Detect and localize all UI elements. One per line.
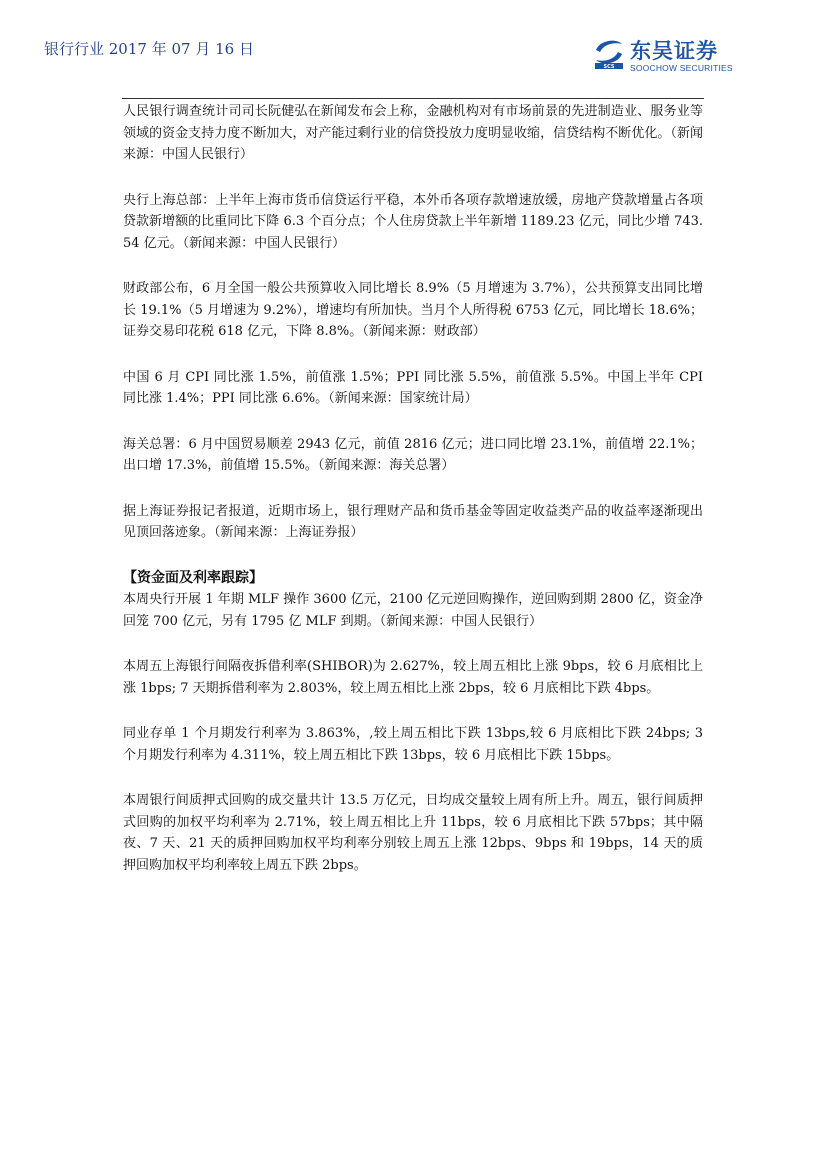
header-divider <box>122 98 704 99</box>
brand-name-cn: 东吴证券 <box>630 39 718 63</box>
report-body <box>123 101 703 900</box>
brand-name-en: SOOCHOW SECURITIES <box>630 63 733 73</box>
news-paragraph: 中国 6 月 CPI 同比涨 1.5%，前值涨 1.5%；PPI 同比涨 5.5%，前值涨 5.5%。中国上半年 CPI 同比涨 1.4%；PPI 同比涨 6.6%。（新闻来源：国家统计局） <box>123 369 703 406</box>
funding-paragraph: 本周央行开展 1 年期 MLF 操作 3600 亿元，2100 亿元逆回购操作，逆回购到期 2800 亿，资金净回笼 700 亿元，另有 1795 亿 MLF 到期。（新闻来源：中国人民银行） <box>123 592 703 629</box>
news-paragraph: 据上海证券报记者报道，近期市场上，银行理财产品和货币基金等固定收益类产品的收益率逐渐现出见顶回落迹象。（新闻来源：上海证券报） <box>123 503 703 540</box>
news-paragraph: 央行上海总部：上半年上海市货币信贷运行平稳，本外币各项存款增速放缓，房地产贷款增量占各项贷款新增额的比重同比下降 6.3 个百分点；个人住房贷款上半年新增 1189.23 亿元，同比少增 743.54 亿元。（新闻来源：中国人民银行） <box>123 192 703 251</box>
funding-paragraph: 同业存单 1 个月期发行利率为 3.863%，,较上周五相比下跌 13bps,较 6 月底相比下跌 24bps; 3 个月期发行利率为 4.311%，较上周五相比下跌 13bps，较 6 月底相比下跌 15bps。 <box>123 726 703 763</box>
soochow-logo-icon <box>592 36 626 70</box>
section-heading-funding-rates: 【资金面及利率跟踪】 <box>123 569 263 586</box>
report-header-title: 银行行业 2017 年 07 月 16 日 <box>44 40 254 58</box>
page-header <box>0 0 827 100</box>
news-paragraph: 人民银行调查统计司司长阮健弘在新闻发布会上称，金融机构对有市场前景的先进制造业、服务业等领域的资金支持力度不断加大，对产能过剩行业的信贷投放力度明显收缩，信贷结构不断优化。（新闻来源：中国人民银行） <box>123 104 703 162</box>
funding-paragraph: 本周五上海银行间隔夜拆借利率(SHIBOR)为 2.627%，较上周五相比上涨 9bps，较 6 月底相比上涨 1bps; 7 天期拆借利率为 2.803%，较上周五相比上涨 2bps，较 6 月底相比下跌 4bps。 <box>123 659 703 696</box>
news-paragraph: 海关总署：6 月中国贸易顺差 2943 亿元，前值 2816 亿元；进口同比增 23.1%，前值增 22.1%；出口增 17.3%，前值增 15.5%。（新闻来源：海关总署） <box>123 436 703 473</box>
funding-paragraph: 本周银行间质押式回购的成交量共计 13.5 万亿元，日均成交量较上周有所上升。周五，银行间质押式回购的加权平均利率为 2.71%，较上周五相比上升 11bps，较 6 月底相比下跌 57bps；其中隔夜、7 天、21 天的质押回购加权平均利率分别较上周五上涨 12bps、9bps 和 19bps，14 天的质押回购加权平均利率较上周五下跌 2bps。 <box>123 793 703 873</box>
news-paragraph: 财政部公布，6 月全国一般公共预算收入同比增长 8.9%（5 月增速为 3.7%），公共预算支出同比增长 19.1%（5 月增速为 9.2%），增速均有所加快。当月个人所得税 6753 亿元，同比增长 18.6%；证券交易印花税 618 亿元，下降 8.8%。（新闻来源：财政部） <box>123 281 703 339</box>
brand-logo <box>592 36 762 78</box>
svg-text:SCS: SCS <box>603 64 615 70</box>
